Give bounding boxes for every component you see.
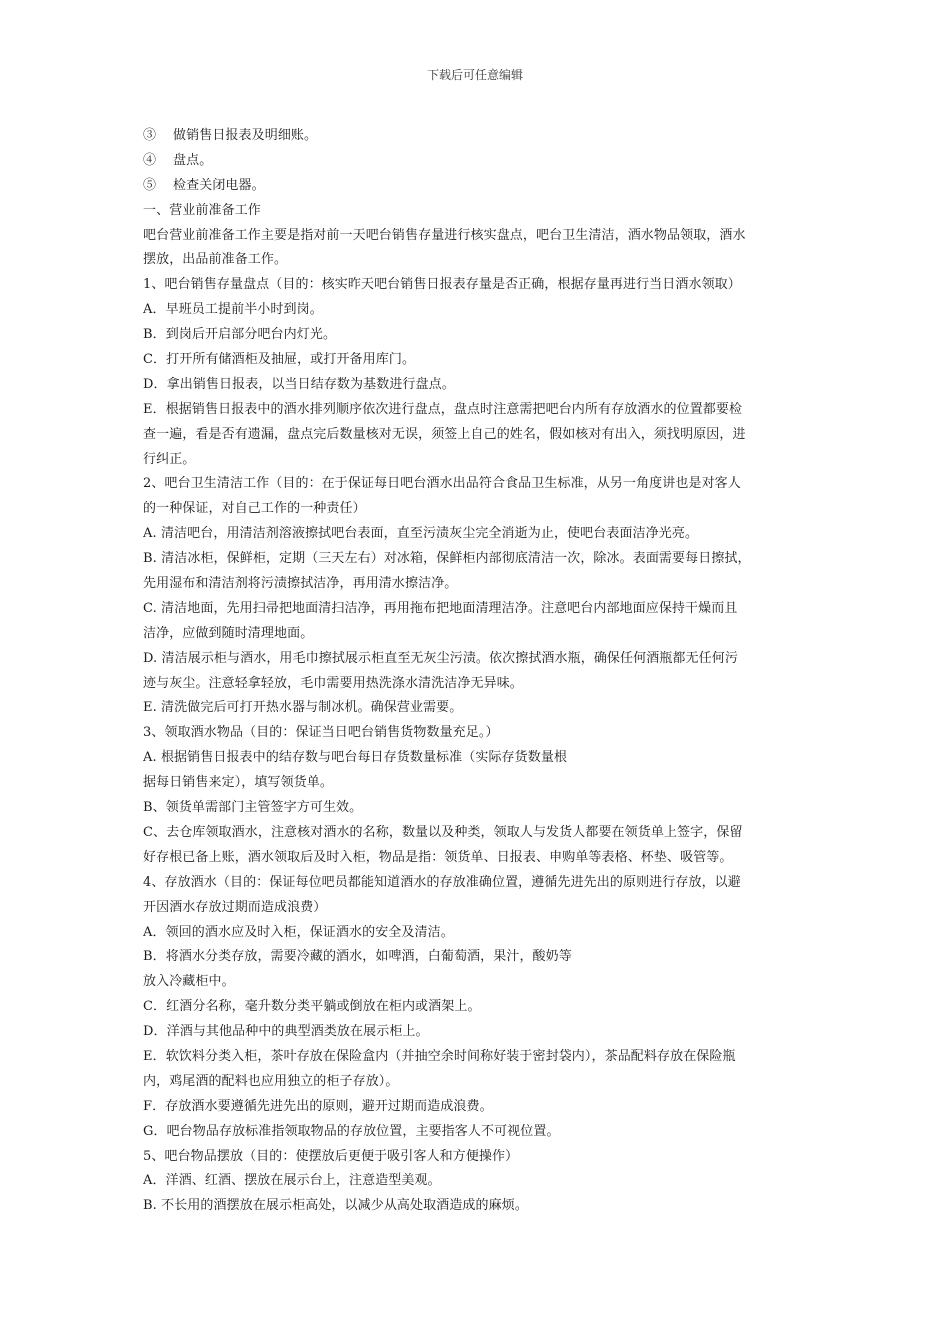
paragraph-line: E. 清洗做完后可打开热水器与制冰机。确保营业需要。 <box>143 700 463 716</box>
subsection-heading: 2、吧台卫生清洁工作（目的：在于保证每日吧台酒水出品符合食品卫生标准，从另一角度讲也是对客人 <box>143 476 741 492</box>
paragraph-line: 先用湿布和清洁剂将污渍擦拭洁净，再用清水擦洁净。 <box>143 576 458 592</box>
list-item-4: ④ 盘点。 <box>143 152 213 168</box>
paragraph-line: F．存放酒水要遵循先进先出的原则，避开过期而造成浪费。 <box>143 1098 493 1114</box>
subsection-heading: 4、存放酒水（目的：保证每位吧员都能知道酒水的存放准确位置，遵循先进先出的原则进行存放，以避 <box>143 874 741 890</box>
list-item-5: ⑤ 检查关闭电器。 <box>143 177 265 193</box>
paragraph-line: A．早班员工提前半小时到岗。 <box>143 302 323 318</box>
paragraph-line: B. 清洁冰柜，保鲜柜，定期（三天左右）对冰箱，保鲜柜内部彻底清洁一次，除冰。表面需要每日擦拭， <box>143 551 751 567</box>
paragraph-line: C．红酒分名称，毫升数分类平躺或倒放在柜内或酒架上。 <box>143 999 481 1015</box>
paragraph-line: A．领回的酒水应及时入柜，保证酒水的安全及清洁。 <box>143 924 454 940</box>
paragraph-line: D．洋酒与其他品种中的典型酒类放在展示柜上。 <box>143 1024 429 1040</box>
paragraph-line: A. 根据销售日报表中的结存数与吧台每日存货数量标准（实际存货数量根 <box>143 750 568 766</box>
subsection-heading: 5、吧台物品摆放（目的：使摆放后更便于吸引客人和方便操作） <box>143 1148 519 1164</box>
paragraph-line: 行纠正。 <box>143 451 196 467</box>
paragraph-line: 洁净，应做到随时清理地面。 <box>143 625 314 641</box>
paragraph-line: 吧台营业前准备工作主要是指对前一天吧台销售存量进行核实盘点，吧台卫生清洁，酒水物品领取，酒水 <box>143 227 746 243</box>
paragraph-line: B．到岗后开启部分吧台内灯光。 <box>143 327 337 343</box>
page-header: 下载后可任意编辑 <box>426 68 523 82</box>
paragraph-line: B、领货单需部门主管签字方可生效。 <box>143 800 363 816</box>
paragraph-line: 查一遍，看是否有遗漏，盘点完后数量核对无误，须签上自己的姓名，假如核对有出入，须找明原因，进 <box>143 426 746 442</box>
paragraph-line: C. 清洁地面，先用扫帚把地面清扫洁净，再用拖布把地面清理洁净。注意吧台内部地面应保持干燥而且 <box>143 600 738 616</box>
paragraph-line: D．拿出销售日报表，以当日结存数为基数进行盘点。 <box>143 376 455 392</box>
paragraph-line: 的一种保证，对自己工作的一种责任） <box>143 501 366 517</box>
paragraph-line: 据每日销售来定），填写领货单。 <box>143 775 334 791</box>
subsection-heading: 3、领取酒水物品（目的：保证当日吧台销售货物数量充足。） <box>143 725 499 741</box>
list-item-3: ③ 做销售日报表及明细账。 <box>143 128 318 143</box>
paragraph-line: C、去仓库领取酒水，注意核对酒水的名称，数量以及种类，领取人与发货人都要在领货单上签字，保留 <box>143 824 743 840</box>
document-body <box>143 124 815 1219</box>
section-heading: 一、营业前准备工作 <box>143 202 261 218</box>
paragraph-line: 摆放，出品前准备工作。 <box>143 252 288 268</box>
paragraph-line: B．将酒水分类存放，需要冷藏的酒水，如啤酒，白葡萄酒，果汁，酸奶等 <box>143 949 572 965</box>
paragraph-line: 放入冷藏柜中。 <box>143 974 235 990</box>
paragraph-line: 迹与灰尘。注意轻拿轻放，毛巾需要用热洗涤水清洗洁净无异味。 <box>143 675 523 691</box>
paragraph-line: D. 清洁展示柜与酒水，用毛巾擦拭展示柜直至无灰尘污渍。依次擦拭酒水瓶，确保任何酒瓶都无任何污 <box>143 650 738 666</box>
paragraph-line: A．洋酒、红酒、摆放在展示台上，注意造型美观。 <box>143 1173 441 1189</box>
paragraph-line: E．根据销售日报表中的酒水排列顺序依次进行盘点，盘点时注意需把吧台内所有存放酒水的位置都要检 <box>143 401 743 417</box>
paragraph-line: C．打开所有储酒柜及抽屉，或打开备用库门。 <box>143 352 416 368</box>
subsection-heading: 1、吧台销售存量盘点（目的：核实昨天吧台销售日报表存量是否正确，根据存量再进行当日酒水领取） <box>143 277 741 293</box>
paragraph-line: 好存根已备上账，酒水领取后及时入柜，物品是指：领货单、日报表、申购单等表格、杯垫、吸管等。 <box>143 849 733 865</box>
paragraph-line: A. 清洁吧台，用清洁剂溶液擦拭吧台表面，直至污渍灰尘完全消逝为止，使吧台表面洁净光亮。 <box>143 526 699 542</box>
paragraph-line: G．吧台物品存放标准指领取物品的存放位置，主要指客人不可视位置。 <box>143 1123 560 1139</box>
paragraph-line: E．软饮料分类入柜，茶叶存放在保险盒内（并抽空余时间称好装于密封袋内），茶品配料存放在保险瓶 <box>143 1048 736 1064</box>
paragraph-line: B. 不长用的酒摆放在展示柜高处，以减少从高处取酒造成的麻烦。 <box>143 1198 528 1214</box>
paragraph-line: 开因酒水存放过期而造成浪费） <box>143 899 327 915</box>
paragraph-line: 内，鸡尾酒的配料也应用独立的柜子存放）。 <box>143 1073 399 1089</box>
